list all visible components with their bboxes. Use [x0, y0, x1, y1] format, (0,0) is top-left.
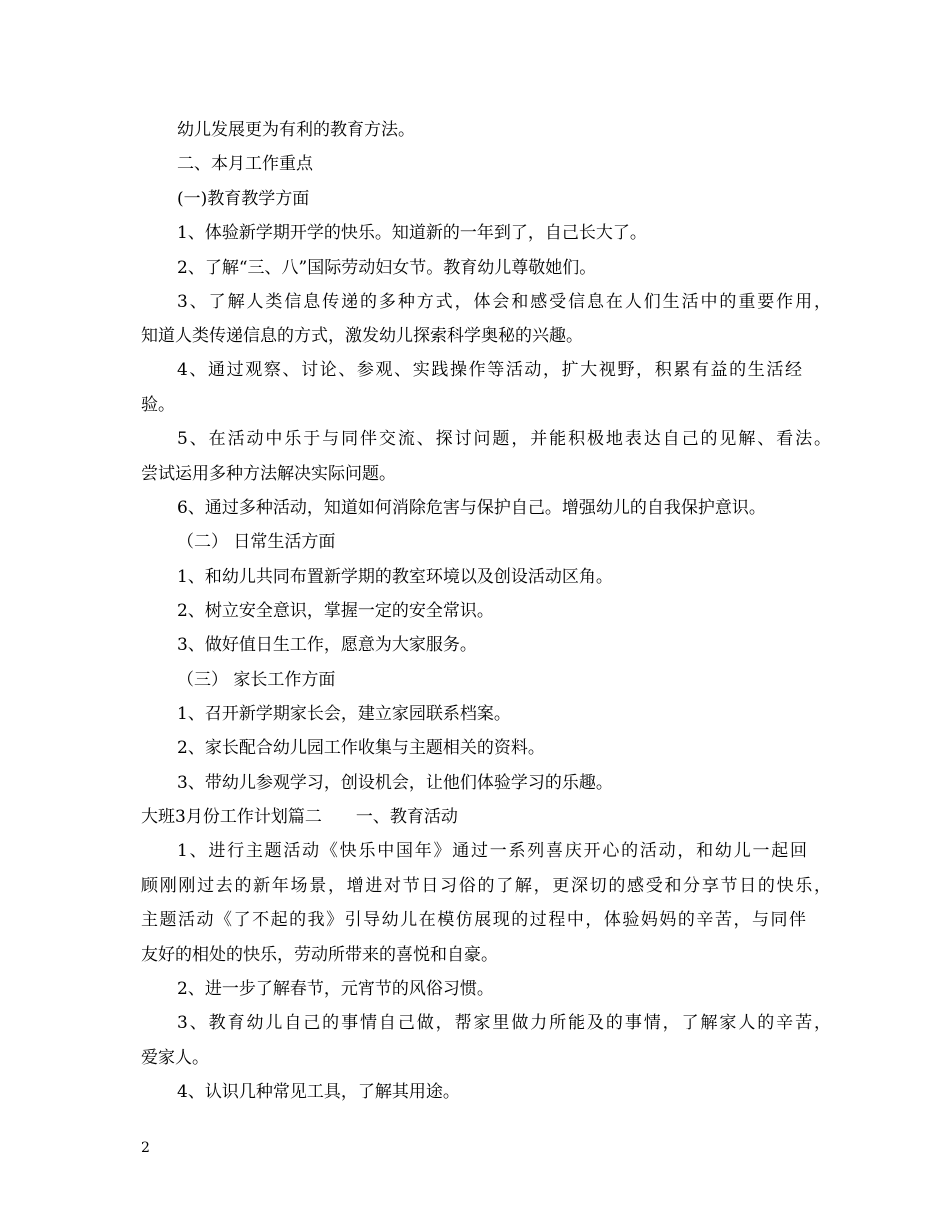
list-item: 1、和幼儿共同布置新学期的教室环境以及创设活动区角。	[177, 567, 613, 587]
subsection-heading: （三） 家长工作方面	[177, 670, 336, 690]
list-item: 1、召开新学期家长会，建立家园联系档案。	[177, 704, 511, 724]
list-item: 2、了解“三、八”国际劳动妇女节。教育幼儿尊敬她们。	[177, 258, 597, 278]
list-item-continuation: 知道人类传递信息的方式，激发幼儿探索科学奥秘的兴趣。	[141, 326, 583, 346]
list-item: 4、认识几种常见工具，了解其用途。	[177, 1082, 460, 1102]
subsection-heading: (一)教育教学方面	[177, 189, 310, 209]
list-item-continuation: 友好的相处的快乐，劳动所带来的喜悦和自豪。	[141, 945, 498, 965]
section-heading: 二、本月工作重点	[177, 154, 313, 174]
list-item: 2、家长配合幼儿园工作收集与主题相关的资料。	[177, 738, 545, 758]
list-item-continuation: 爱家人。	[141, 1048, 209, 1068]
list-item: 3、教育幼儿自己的事情自己做，帮家里做力所能及的事情，了解家人的辛苦，	[177, 1013, 831, 1033]
list-item: 2、树立安全意识，掌握一定的安全常识。	[177, 601, 494, 621]
page-number: 2	[141, 1140, 150, 1156]
list-item: 6、通过多种活动，知道如何消除危害与保护自己。增强幼儿的自我保护意识。	[177, 498, 766, 518]
list-item: 3、做好值日生工作，愿意为大家服务。	[177, 635, 477, 655]
list-item: 3、了解人类信息传递的多种方式，体会和感受信息在人们生活中的重要作用，	[177, 292, 831, 312]
section-title-line: 大班3月份工作计划篇二 一、教育活动	[141, 807, 458, 827]
list-item-continuation: 验。	[141, 395, 175, 415]
list-item: 1、体验新学期开学的快乐。知道新的一年到了，自己长大了。	[177, 223, 647, 243]
list-item-continuation: 主题活动《了不起的我》引导幼儿在模仿展现的过程中，体验妈妈的辛苦，与同伴	[141, 910, 806, 930]
list-item: 5、在活动中乐于与同伴交流、探讨问题，并能积极地表达自己的见解、看法。	[177, 429, 831, 449]
list-item: 3、带幼儿参观学习，创设机会，让他们体验学习的乐趣。	[177, 773, 613, 793]
list-item: 2、进一步了解春节，元宵节的风俗习惯。	[177, 979, 494, 999]
list-item-continuation: 顾刚刚过去的新年场景，增进对节日习俗的了解，更深切的感受和分享节日的快乐，	[141, 876, 831, 896]
subsection-heading: （二） 日常生活方面	[177, 532, 336, 552]
list-item-continuation: 尝试运用多种方法解决实际问题。	[141, 464, 396, 484]
list-item: 4、通过观察、讨论、参观、实践操作等活动，扩大视野，积累有益的生活经	[177, 360, 802, 380]
paragraph-line: 幼儿发展更为有利的教育方法。	[177, 120, 415, 140]
list-item: 1、进行主题活动《快乐中国年》通过一系列喜庆开心的活动，和幼儿一起回	[177, 841, 807, 861]
